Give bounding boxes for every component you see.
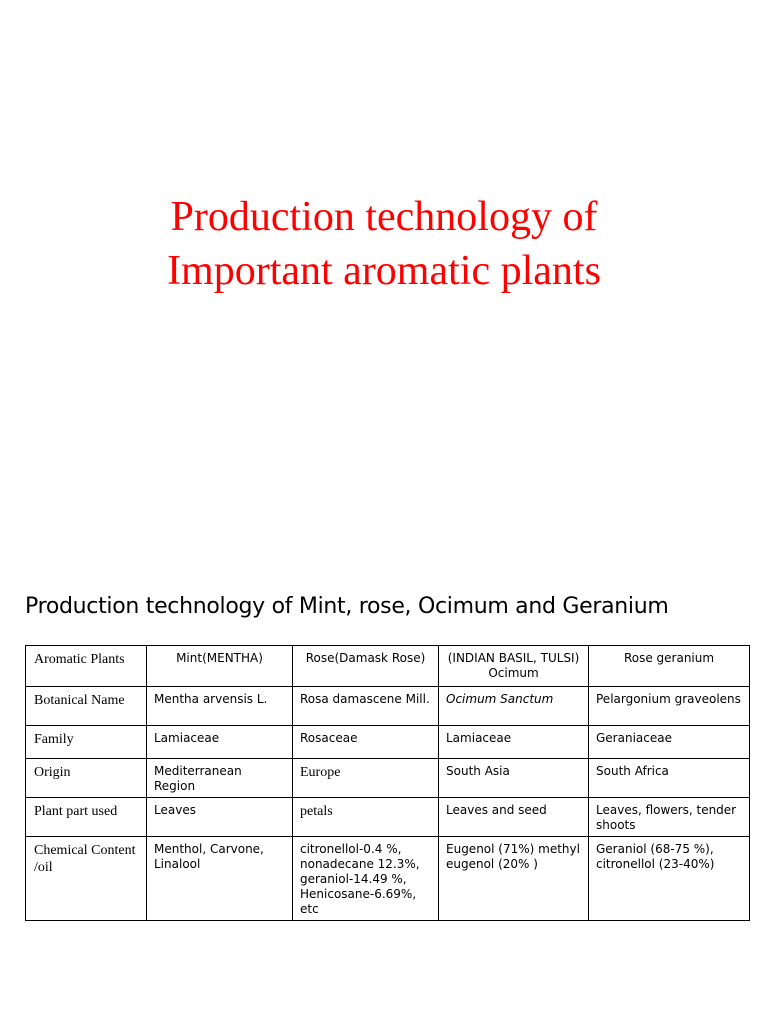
table-cell: South Africa: [589, 759, 750, 798]
row-label-chemical: Chemical Content /oil: [26, 837, 147, 921]
table-row: [26, 726, 750, 759]
table-cell: petals: [293, 798, 439, 837]
table-cell: South Asia: [439, 759, 589, 798]
table-cell: Leaves, flowers, tender shoots: [589, 798, 750, 837]
row-label-origin: Origin: [26, 759, 147, 798]
table-cell: citronellol-0.4 %, nonadecane 12.3%, geraniol-14.49 %, Henicosane-6.69%, etc: [293, 837, 439, 921]
table-cell: Pelargonium graveolens: [589, 687, 750, 726]
table-row: [26, 759, 750, 798]
row-label-family: Family: [26, 726, 147, 759]
title-line-1: Production technology of: [170, 194, 598, 240]
aromatic-plants-table: [25, 645, 750, 921]
header-label-cell: Aromatic Plants: [26, 646, 147, 687]
table-cell: Leaves and seed: [439, 798, 589, 837]
header-geranium-cell: Rose geranium: [589, 646, 750, 687]
table-row: [26, 798, 750, 837]
table-row: [26, 687, 750, 726]
table-cell: Lamiaceae: [147, 726, 293, 759]
header-rose-cell: Rose(Damask Rose): [293, 646, 439, 687]
table-row: [26, 837, 750, 921]
row-label-botanical: Botanical Name: [26, 687, 147, 726]
table-header-row: [26, 646, 750, 687]
header-mint-cell: Mint(MENTHA): [147, 646, 293, 687]
row-label-plant-part: Plant part used: [26, 798, 147, 837]
table-cell: Ocimum Sanctum: [439, 687, 589, 726]
section-heading: Production technology of Mint, rose, Ocimum and Geranium: [25, 594, 669, 619]
table-cell: Mediterranean Region: [147, 759, 293, 798]
table-cell: Europe: [293, 759, 439, 798]
table-cell: Geraniaceae: [589, 726, 750, 759]
table-cell: Lamiaceae: [439, 726, 589, 759]
table-cell: Mentha arvensis L.: [147, 687, 293, 726]
table-cell: Eugenol (71%) methyl eugenol (20% ): [439, 837, 589, 921]
table-cell: Geraniol (68-75 %), citronellol (23-40%): [589, 837, 750, 921]
table-cell: Menthol, Carvone, Linalool: [147, 837, 293, 921]
title-line-2: Important aromatic plants: [167, 248, 601, 294]
page-title: [0, 190, 768, 298]
table-cell: Rosa damascene Mill.: [293, 687, 439, 726]
table-cell: Rosaceae: [293, 726, 439, 759]
table-cell: Leaves: [147, 798, 293, 837]
header-ocimum-cell: (INDIAN BASIL, TULSI) Ocimum: [439, 646, 589, 687]
